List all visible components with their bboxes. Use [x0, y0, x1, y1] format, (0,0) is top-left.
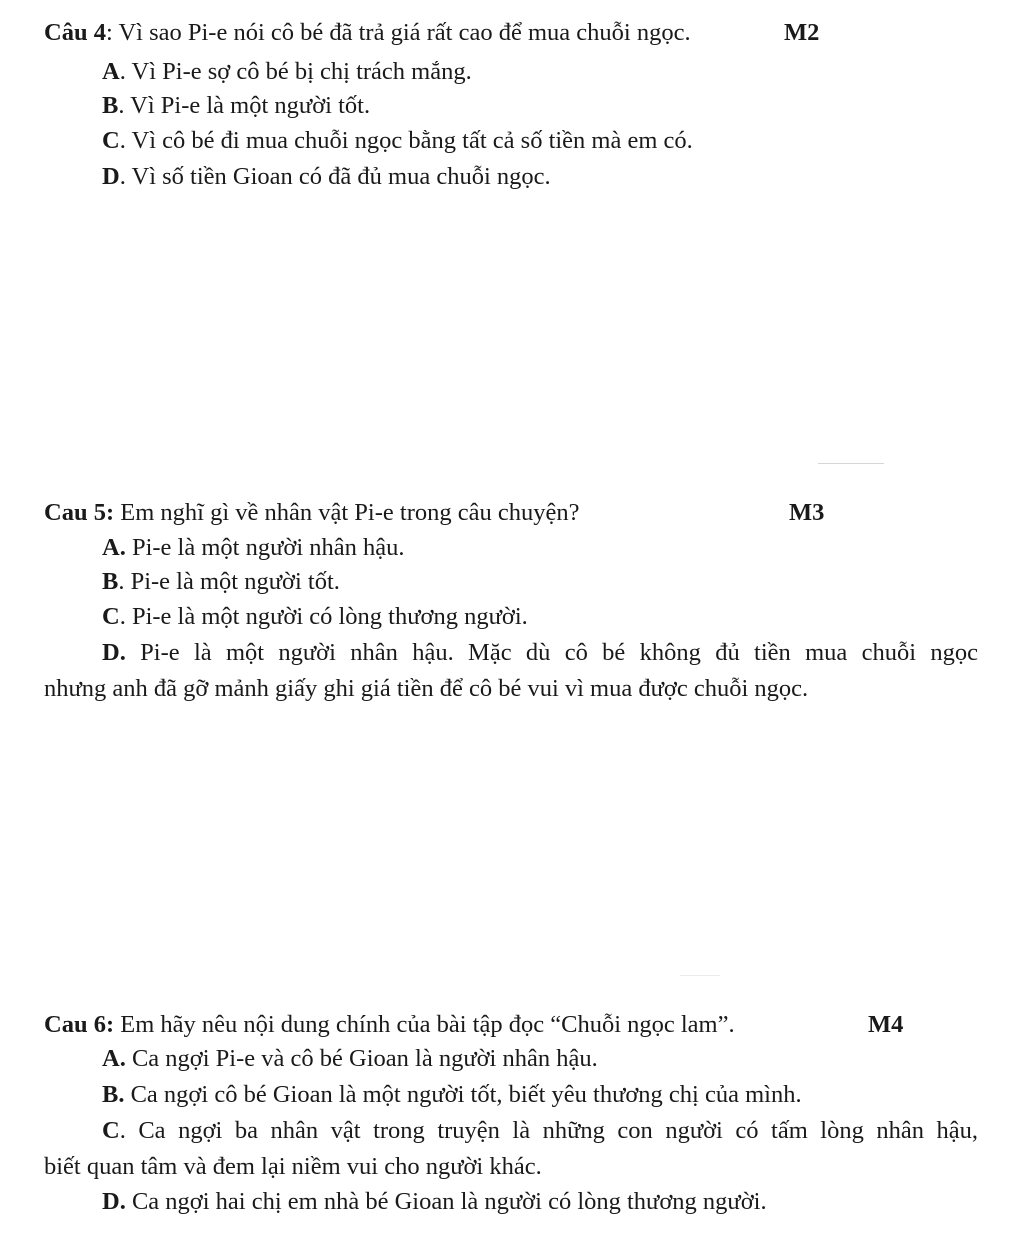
q4-option-a [102, 57, 472, 86]
q6-option-a [102, 1044, 598, 1073]
question-5-text: Em nghĩ gì về nhân vật Pi-e trong câu chuyện? [114, 499, 580, 526]
q6-option-c-text: . Ca ngợi ba nhân vật trong truyện là những con người có tấm lòng nhân hậu, [119, 1117, 978, 1144]
q5-option-a-text: Pi-e là một người nhân hậu. [125, 534, 405, 561]
q5-option-a-letter: A. [102, 534, 126, 561]
q6-option-d-letter: D. [102, 1188, 126, 1215]
q5-option-c-text: . Pi-e là một người có lòng thương người. [119, 603, 528, 630]
question-5-level: M3 [789, 499, 825, 526]
q5-option-d-continuation: nhưng anh đã gỡ mảnh giấy ghi giá tiền để cô bé vui vì mua được chuỗi ngọc. [44, 675, 809, 702]
q5-option-d-letter: D. [102, 639, 126, 666]
q6-option-b-letter: B. [102, 1081, 125, 1108]
question-4-separator: : [105, 19, 113, 46]
q6-option-b-text: Ca ngợi cô bé Gioan là một người tốt, biết yêu thương chị của mình. [124, 1081, 802, 1108]
q5-option-b [102, 567, 340, 596]
q4-option-c [102, 126, 693, 155]
q5-option-c [102, 602, 528, 631]
q6-option-c-letter: C [102, 1117, 120, 1144]
q4-option-b-letter: B [102, 92, 119, 119]
q6-option-b [102, 1080, 802, 1109]
q6-option-d [102, 1187, 767, 1216]
q4-option-b [102, 91, 370, 120]
q6-option-d-text: Ca ngợi hai chị em nhà bé Gioan là người có lòng thương người. [125, 1188, 767, 1215]
q4-option-b-text: . Vì Pi-e là một người tốt. [118, 92, 371, 119]
question-6-text: Em hãy nêu nội dung chính của bài tập đọc “Chuỗi ngọc lam”. [114, 1011, 735, 1038]
q4-option-a-letter: A [102, 58, 120, 85]
question-4-text: Vì sao Pi-e nói cô bé đã trả giá rất cao để mua chuỗi ngọc. [112, 19, 691, 46]
q6-option-a-letter: A. [102, 1045, 126, 1072]
q4-option-c-text: . Vì cô bé đi mua chuỗi ngọc bằng tất cả số tiền mà em có. [119, 127, 693, 154]
q5-option-a [102, 533, 405, 562]
q4-option-a-text: . Vì Pi-e sợ cô bé bị chị trách mắng. [119, 58, 472, 85]
q4-option-d-letter: D [102, 163, 120, 190]
question-6-level: M4 [868, 1011, 904, 1038]
q4-option-d-text: . Vì số tiền Gioan có đã đủ mua chuỗi ngọc. [119, 163, 551, 190]
q5-option-d-text: Pi-e là một người nhân hậu. Mặc dù cô bé không đủ tiền mua chuỗi ngọc [125, 639, 978, 666]
q4-option-c-letter: C [102, 127, 120, 154]
q5-option-d [102, 638, 978, 667]
question-4-label: Câu 4 [44, 19, 106, 46]
question-4-level: M2 [784, 19, 820, 46]
question-5-title [44, 498, 579, 527]
question-6-label: Cau 6: [44, 1011, 115, 1038]
q5-option-b-text: . Pi-e là một người tốt. [118, 568, 340, 595]
q6-option-a-text: Ca ngợi Pi-e và cô bé Gioan là người nhân hậu. [125, 1045, 598, 1072]
question-6-title [44, 1010, 735, 1039]
q4-option-d [102, 162, 551, 191]
q5-option-c-letter: C [102, 603, 120, 630]
q6-option-c [102, 1116, 978, 1145]
faint-divider-2 [680, 975, 720, 976]
question-5-label: Cau 5: [44, 499, 115, 526]
question-4-title [44, 18, 691, 47]
faint-divider-1 [818, 463, 884, 464]
q6-option-c-continuation: biết quan tâm và đem lại niềm vui cho người khác. [44, 1153, 542, 1180]
q5-option-b-letter: B [102, 568, 119, 595]
